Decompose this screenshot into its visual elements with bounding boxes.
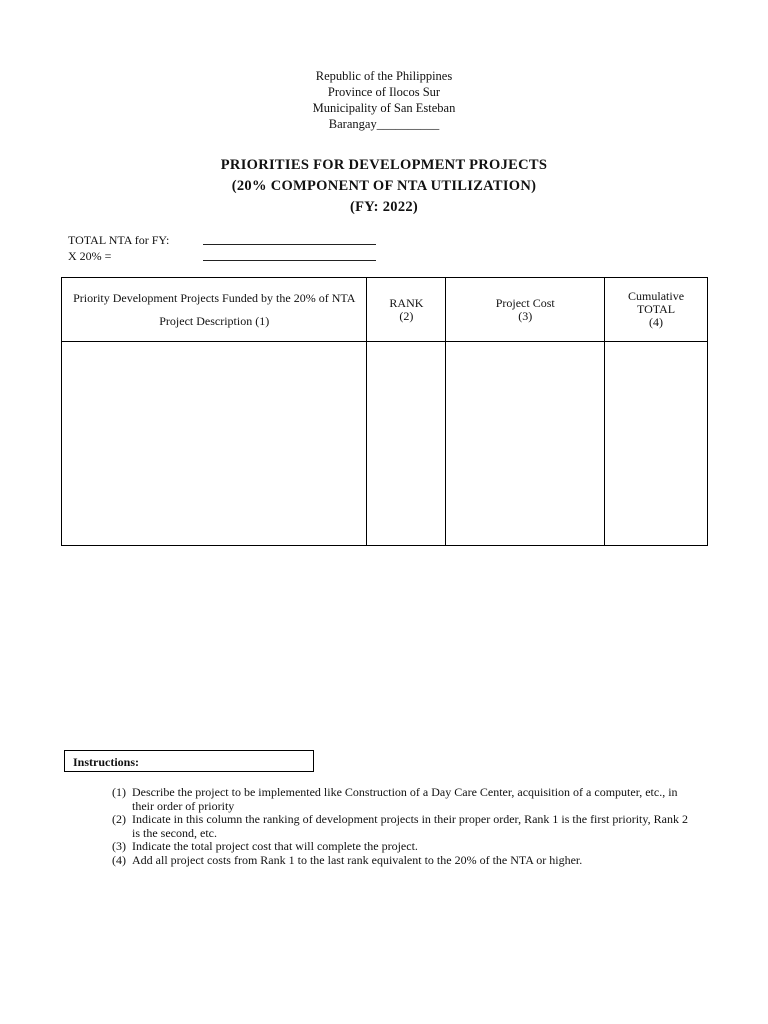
list-item-number: (1) [112,785,126,799]
table-row [62,342,708,546]
title-line-3: (FY: 2022) [349,199,419,215]
projects-table [61,277,708,546]
nta-percent-blank[interactable] [203,248,376,261]
col-cumulative-number: (4) [649,315,664,329]
total-nta-label: TOTAL NTA for FY: [68,233,170,247]
title-line-1: PRIORITIES FOR DEVELOPMENT PROJECTS [220,157,548,173]
list-item-text: Describe the project to be implemented like Construction of a Day Care Center, acquisition of a computer, etc., in their order of priority [132,785,678,813]
col-project-cost-title: Project Cost [495,295,555,310]
col-rank-number: (2) [399,308,414,323]
list-item [112,786,692,813]
col-cumulative-title: Cumulative [628,289,685,303]
col-project-description-header [62,278,367,342]
table-header-row [62,278,708,342]
list-item [112,840,692,854]
list-item-text: Indicate the total project cost that will complete the project. [132,839,418,853]
header-municipality: Municipality of San Esteban [312,101,456,115]
col-project-cost-header [446,278,605,342]
col-project-cost-number: (3) [518,308,533,323]
nta-percent-label: X 20% = [68,249,112,263]
list-item [112,813,692,840]
col-cumulative-total-header [605,278,708,342]
project-cost-cell[interactable] [446,342,605,546]
list-item [112,854,692,868]
header-republic: Republic of the Philippines [315,69,453,83]
nta-percent-row [68,248,376,264]
col-rank-header [367,278,446,342]
nta-section [68,232,376,264]
list-item-text: Indicate in this column the ranking of development projects in their proper order, Rank 1 is the first priority, Rank 2 is the second, etc. [132,812,688,840]
col-project-description-title: Priority Development Projects Funded by the 20% of NTA [73,290,356,305]
document-header [0,68,768,132]
rank-cell[interactable] [367,342,446,546]
list-item-number: (3) [112,839,126,853]
col-total-title: TOTAL [636,302,676,316]
total-nta-row [68,232,376,248]
document-title [0,155,768,218]
list-item-number: (4) [112,852,126,867]
header-province: Province of Ilocos Sur [327,85,441,99]
instructions-list [112,786,692,867]
col-project-description-subtitle: Project Description (1) [159,313,270,328]
title-line-2: (20% COMPONENT OF NTA UTILIZATION) [231,178,537,194]
list-item-number: (2) [112,812,126,826]
col-rank-title: RANK [389,295,424,310]
instructions-heading: Instructions: [64,750,314,772]
total-nta-blank[interactable] [203,232,376,245]
list-item-text: Add all project costs from Rank 1 to the last rank equivalent to the 20% of the NTA or higher. [132,852,583,867]
header-barangay: Barangay__________ [328,117,440,131]
cumulative-total-cell[interactable] [605,342,708,546]
project-description-cell[interactable] [62,342,367,546]
